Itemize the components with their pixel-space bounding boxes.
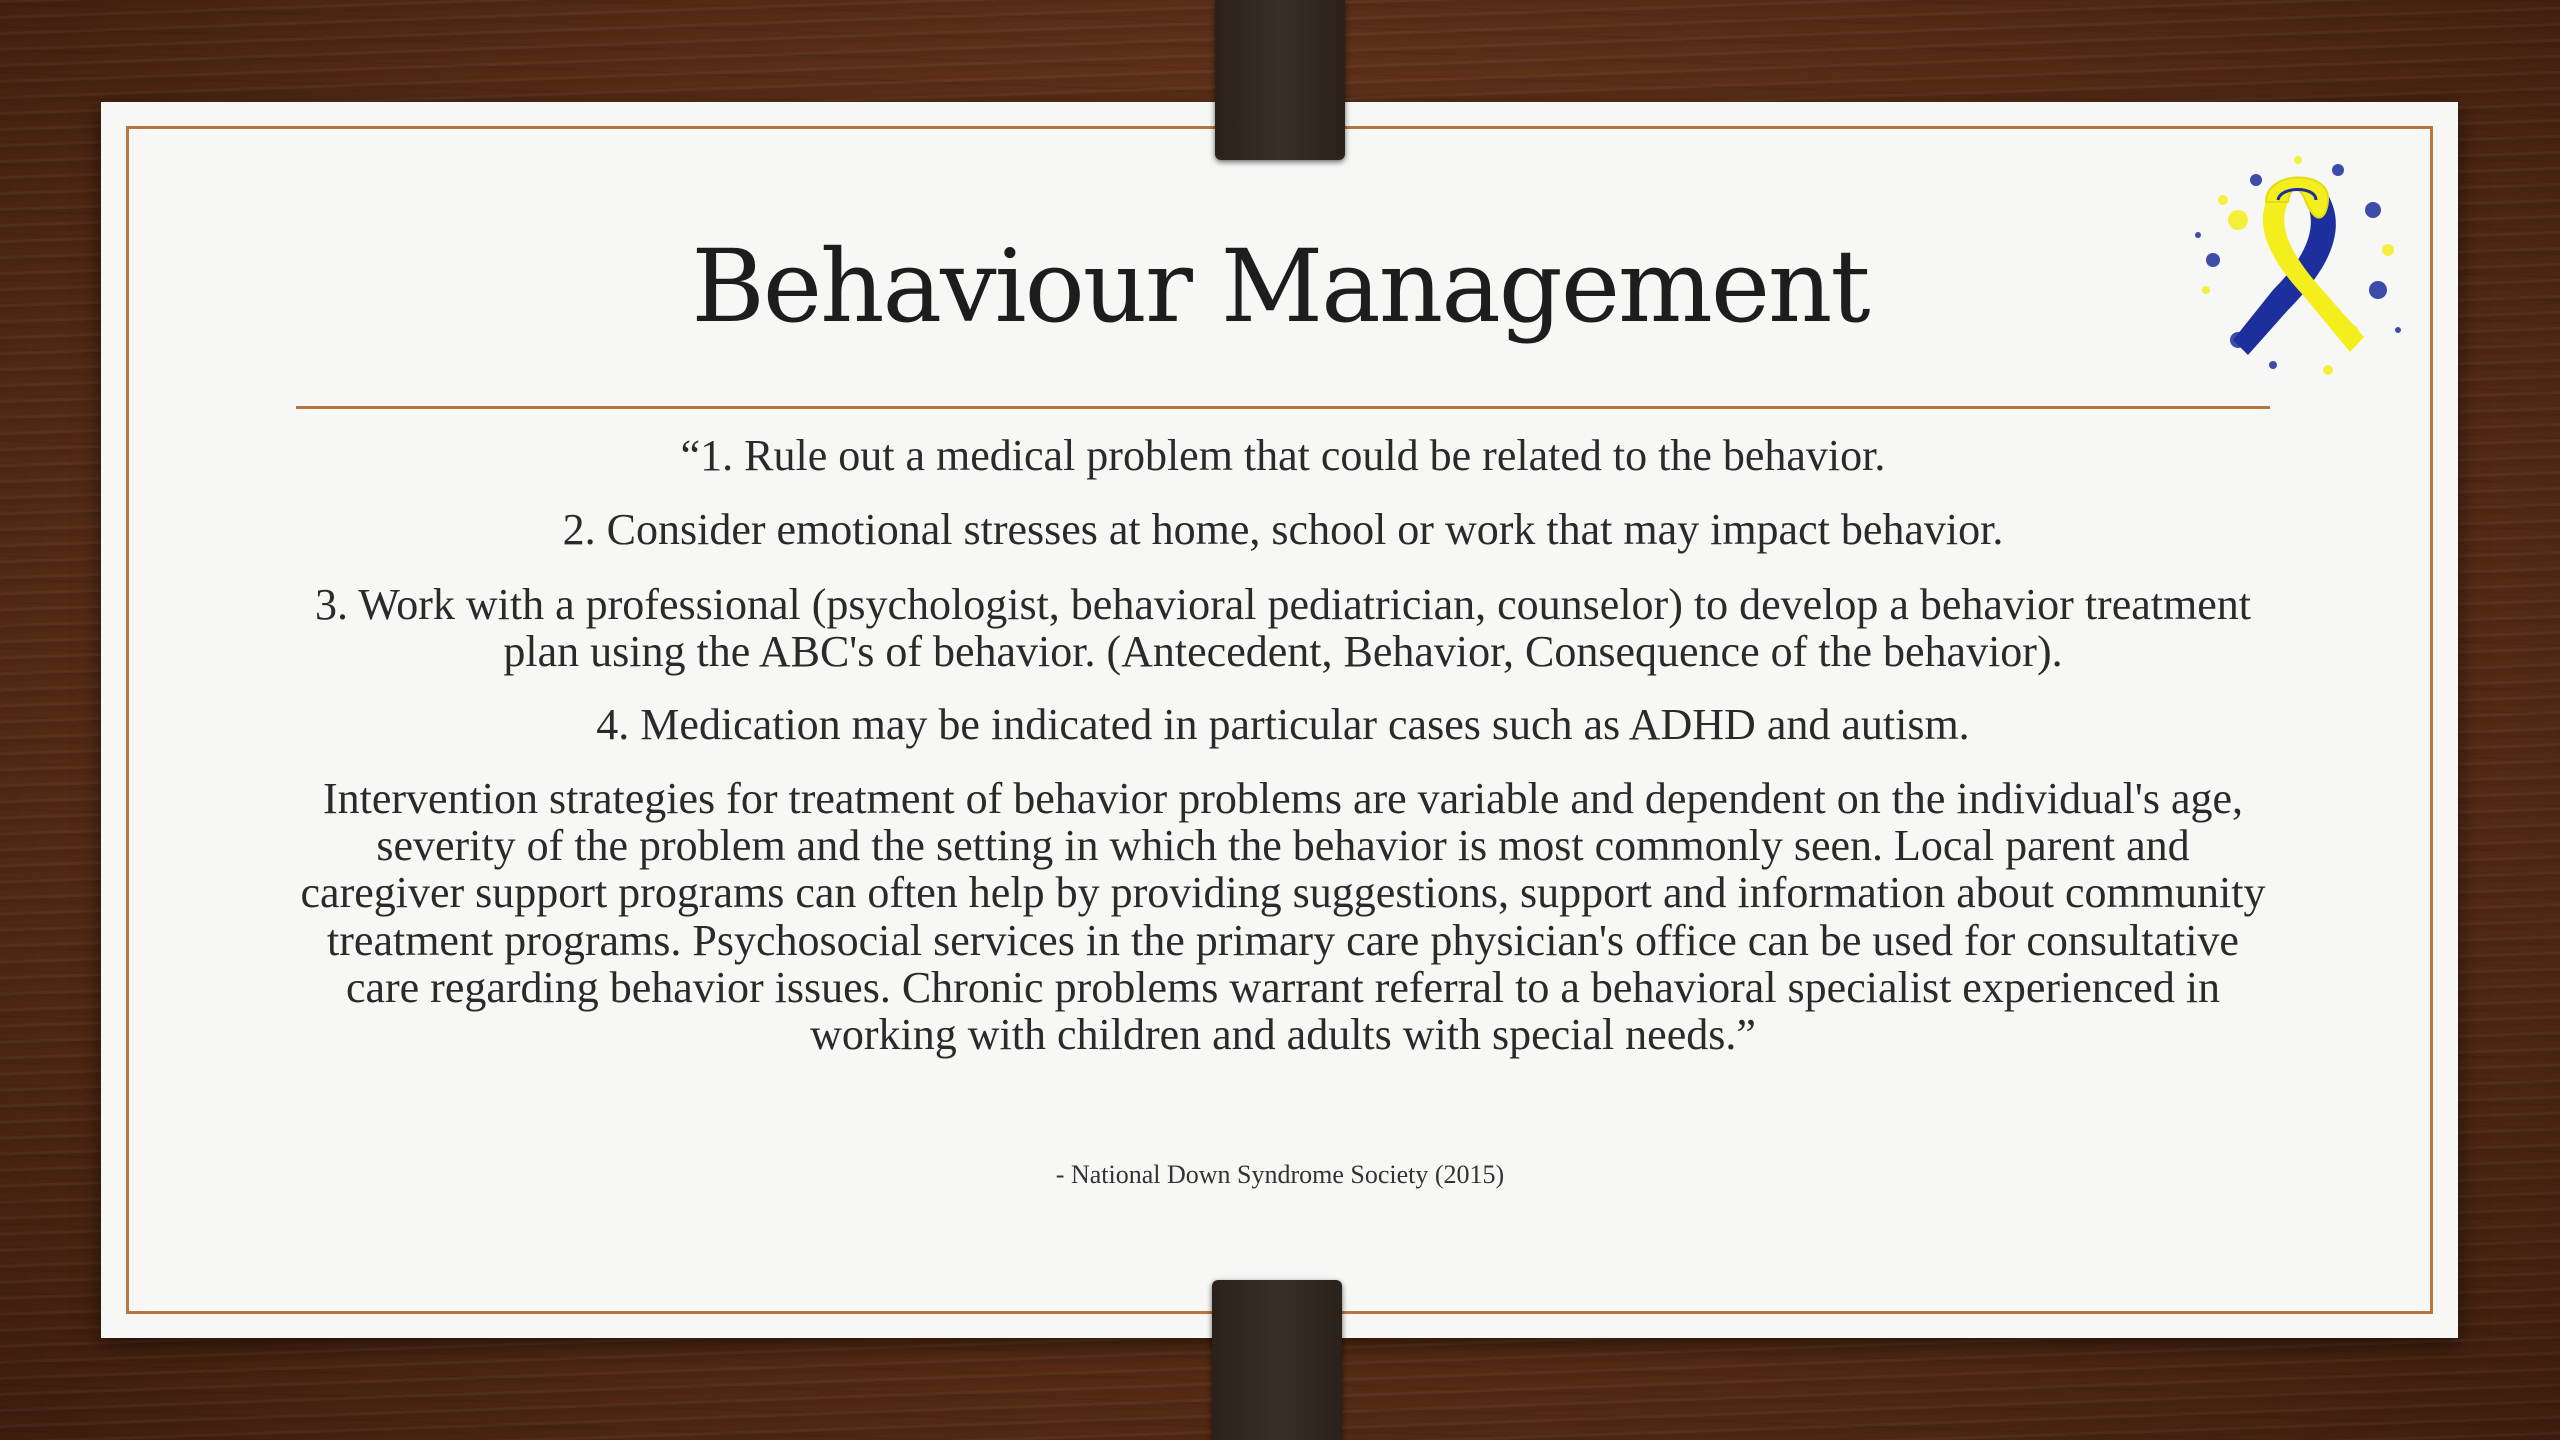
title-divider	[296, 406, 2270, 409]
slide-body	[290, 432, 2276, 1084]
body-paragraph-4: 4. Medication may be indicated in particular cases such as ADHD and autism.	[596, 699, 1970, 749]
body-paragraph-1: “1. Rule out a medical problem that could be related to the behavior.	[680, 431, 1886, 480]
top-clip	[1215, 0, 1345, 160]
body-paragraph-3: 3. Work with a professional (psychologist, behavioral pediatrician, counselor) to develop a behavior treatment plan using the ABC's of behavior. (Antecedent, Behavior, Consequence of the behavior).	[315, 579, 2251, 676]
citation: - National Down Syndrome Society (2015)	[1055, 1160, 1505, 1189]
bottom-clip	[1212, 1280, 1342, 1440]
awareness-ribbon-icon	[2178, 140, 2418, 390]
body-paragraph-2: 2. Consider emotional stresses at home, school or work that may impact behavior.	[562, 505, 2004, 555]
slide-title: Behaviour Management	[691, 228, 1869, 345]
body-paragraph-5: Intervention strategies for treatment of behavior problems are variable and dependent on the individual's age, severity of the problem and the setting in which the behavior is most commonly seen. Local parent and caregiver support programs can often help by providing suggestions, support and information about community treatment programs. Psychosocial services in the primary care physician's office can be used for consultative care regarding behavior issues. Chronic problems warrant referral to a behavioral specialist experienced in working with children and adults with special needs.”	[300, 774, 2266, 1059]
